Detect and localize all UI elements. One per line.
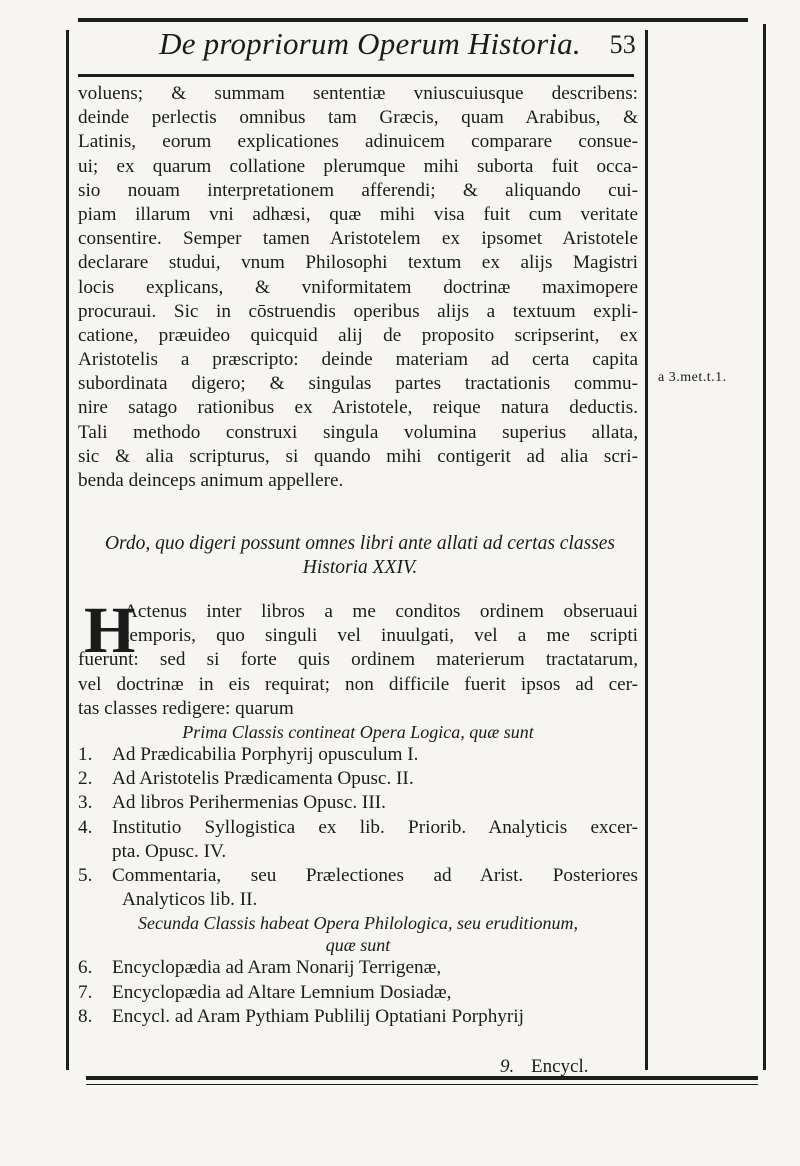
list-item-number: 3.	[78, 792, 93, 814]
top-rule	[78, 18, 748, 22]
body-line: locis explicans, & vniformitatem doctrinæ maximopere	[78, 276, 638, 298]
list-item-text: Encycl. ad Aram Pythiam Publilij Optatiani Porphyrij	[112, 1005, 524, 1027]
list-item-number: 4.	[78, 816, 93, 838]
class-heading: quæ sunt	[325, 935, 391, 956]
list-item-number: 5.	[78, 864, 93, 886]
list-item	[78, 864, 638, 912]
body-line: piam illarum vni adhæsi, quæ mihi visa fuit cum veritate	[78, 203, 638, 225]
list-item-number: 1.	[78, 743, 93, 765]
body-line: deinde perlectis omnibus tam Græcis, quam Arabibus, &	[78, 107, 638, 129]
section-heading	[80, 532, 640, 580]
list-item	[78, 816, 638, 864]
body-line: Aristotelis a præscripto: deinde materiam ad certa capita	[78, 349, 638, 371]
list-item-text: Ad Prædicabilia Porphyrij opusculum I.	[112, 743, 419, 765]
body-line: sio nouam interpretationem afferendi; & aliquando cui-	[78, 179, 638, 201]
list-item	[78, 743, 638, 767]
history-line: tas classes redigere: quarum	[78, 697, 294, 719]
running-head	[110, 26, 636, 70]
column-rule	[645, 30, 648, 1070]
list-item	[78, 1005, 638, 1029]
list-item-text: Encyclopædia ad Aram Nonarij Terrigenæ,	[112, 957, 442, 979]
bottom-rule	[86, 1076, 758, 1080]
history-line: temporis, quo singuli vel inuulgati, vel a me scripti	[124, 625, 638, 647]
catchword-number: 9.	[500, 1056, 515, 1077]
list-item	[78, 981, 638, 1005]
margin-note: a 3.met.t.1.	[658, 370, 727, 385]
class-heading: Secunda Classis habeat Opera Philologica, seu eruditionum,	[138, 913, 578, 934]
catchword	[500, 1056, 589, 1078]
list-item-text: Ad Aristotelis Prædicamenta Opusc. II.	[112, 768, 414, 790]
history-line: fuerunt: sed si forte quis ordinem materierum tractatarum,	[78, 649, 638, 671]
body-line: subordinata digero; & singulas partes tractationis commu-	[78, 373, 638, 395]
list-item-number: 2.	[78, 768, 93, 790]
body-line: procuraui. Sic in cōstruendis operibus alijs a textuum expli-	[78, 300, 638, 322]
history-line: Actenus inter libros a me conditos ordinem obseruaui	[124, 601, 638, 622]
list-item-line: Analyticos lib. II.	[122, 889, 258, 911]
drop-cap: H	[84, 594, 136, 667]
body-line: catione, præuideo quicquid alij de proposito scripserint, ex	[78, 324, 638, 346]
body-line: Latinis, eorum explicationes adinuicem comparare consue-	[78, 131, 638, 153]
list-item-line: pta. Opusc. IV.	[112, 840, 227, 862]
page-number: 53	[609, 30, 636, 59]
left-rule	[66, 30, 69, 1070]
list-item-text: Ad libros Perihermenias Opusc. III.	[112, 792, 386, 814]
body-line: Tali methodo construxi singula volumina superius allata,	[78, 421, 638, 443]
list-item-text	[112, 864, 638, 912]
body-line: voluens; & summam sententiæ vniuscuiusque describens:	[78, 83, 638, 104]
list-item	[78, 791, 638, 815]
list-item-text	[112, 816, 638, 864]
list-item-number: 6.	[78, 957, 93, 979]
section-heading-line: Ordo, quo digeri possunt omnes libri ante allati ad certas classes	[104, 533, 616, 554]
body-line: declarare studui, vnum Philosophi textum ex alijs Magistri	[78, 252, 638, 274]
header-underline	[78, 74, 634, 77]
body-line: consentire. Semper tamen Aristotelem ex ipsomet Aristotele	[78, 228, 638, 250]
history-section	[78, 594, 638, 1029]
list-item-number: 8.	[78, 1005, 93, 1027]
list-item-line: Commentaria, seu Prælectiones ad Arist. Posteriores	[112, 864, 638, 886]
section-heading-line: Historia XXIV.	[302, 557, 418, 578]
list-item	[78, 956, 638, 980]
body-line: sic & alia scripturus, si quando mihi contigerit ad alia scri-	[78, 445, 638, 467]
list-item-line: Institutio Syllogistica ex lib. Priorib. Analyticis excer-	[112, 816, 638, 838]
body-line: ui; ex quarum collatione plerumque mihi suborta fuit occa-	[78, 155, 638, 177]
body-line: benda deinceps animum appellere.	[78, 470, 344, 491]
running-title: De propriorum Operum Historia.	[159, 26, 581, 61]
history-line: vel doctrinæ in eis requirat; non difficile fuerit ipsos ad cer-	[78, 673, 638, 695]
bottom-rule-thin	[86, 1084, 758, 1085]
list-item-text: Encyclopædia ad Altare Lemnium Dosiadæ,	[112, 981, 452, 1003]
right-rule	[763, 24, 766, 1070]
body-line: nire satago rationibus ex Aristotele, reique natura deductis.	[78, 397, 638, 419]
body-paragraph	[78, 82, 638, 493]
list-item	[78, 767, 638, 791]
catchword-text: Encycl.	[531, 1056, 589, 1077]
list-item-number: 7.	[78, 981, 93, 1003]
class-heading: Prima Classis contineat Opera Logica, quæ sunt	[182, 721, 534, 742]
